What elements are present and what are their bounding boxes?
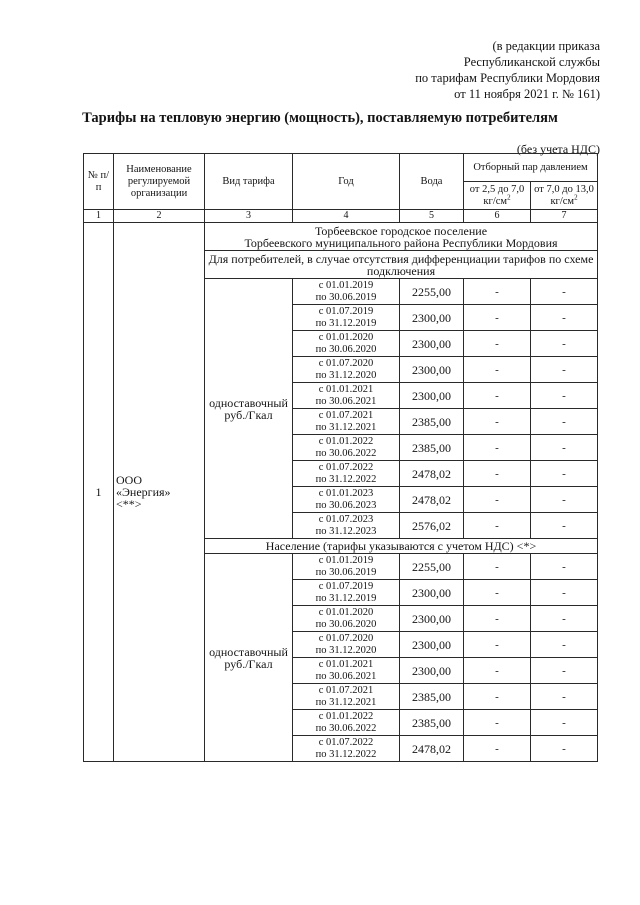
period-to: по 30.06.2023 — [315, 499, 377, 511]
column-number: 5 — [400, 210, 464, 223]
period-to: по 31.12.2022 — [315, 473, 377, 485]
period-from: с 01.01.2021 — [318, 383, 374, 395]
period-cell — [293, 513, 400, 539]
period-cell — [293, 357, 400, 383]
period-to: по 31.12.2019 — [315, 317, 377, 329]
period-cell — [293, 435, 400, 461]
period-cell — [293, 658, 400, 684]
period-from: с 01.07.2020 — [318, 632, 374, 644]
steam-high-price: - — [531, 279, 598, 305]
steam-high-price: - — [531, 710, 598, 736]
organization-line: <**> — [116, 497, 142, 511]
section-title: Население (тарифы указываются с учетом НДС) <*> — [205, 539, 598, 554]
steam-low-price: - — [464, 357, 531, 383]
water-price: 2385,00 — [400, 435, 464, 461]
tariff-kind-line: руб./Гкал — [224, 656, 273, 671]
water-price: 2300,00 — [400, 632, 464, 658]
period-to: по 31.12.2019 — [315, 592, 377, 604]
tariff-kind-line: руб./Гкал — [224, 407, 273, 422]
period-to: по 30.06.2021 — [315, 395, 377, 407]
table-header-row — [84, 154, 598, 182]
column-number: 3 — [205, 210, 293, 223]
period-cell — [293, 487, 400, 513]
steam-high-price: - — [531, 632, 598, 658]
header-steam-high — [531, 182, 598, 210]
steam-high-price: - — [531, 331, 598, 357]
period-from: с 01.01.2023 — [318, 487, 374, 499]
steam-high-price: - — [531, 357, 598, 383]
water-price: 2478,02 — [400, 461, 464, 487]
steam-low-price: - — [464, 684, 531, 710]
period-cell — [293, 580, 400, 606]
organization-line: ООО — [116, 473, 142, 487]
water-price: 2300,00 — [400, 331, 464, 357]
period-from: с 01.01.2021 — [318, 658, 374, 670]
header-number: № п/п — [84, 154, 114, 210]
water-price: 2300,00 — [400, 658, 464, 684]
period-to: по 30.06.2022 — [315, 447, 377, 459]
steam-low-price: - — [464, 435, 531, 461]
steam-low-price: - — [464, 710, 531, 736]
period-cell — [293, 331, 400, 357]
column-number: 1 — [84, 210, 114, 223]
header-steam-low — [464, 182, 531, 210]
steam-low-price: - — [464, 580, 531, 606]
settlement-line: Торбеевское городское поселение — [314, 223, 488, 238]
steam-high-price: - — [531, 305, 598, 331]
period-from: с 01.01.2022 — [318, 435, 374, 447]
steam-high-price: - — [531, 487, 598, 513]
period-cell — [293, 305, 400, 331]
steam-high-price: - — [531, 409, 598, 435]
document-title: Тарифы на тепловую энергию (мощность), поставляемую потребителям — [82, 110, 558, 126]
organization-line: «Энергия» — [116, 485, 171, 499]
water-price: 2255,00 — [400, 279, 464, 305]
period-cell — [293, 461, 400, 487]
steam-low-price: - — [464, 383, 531, 409]
water-price: 2478,02 — [400, 487, 464, 513]
period-cell — [293, 684, 400, 710]
period-to: по 30.06.2021 — [315, 670, 377, 682]
water-price: 2300,00 — [400, 580, 464, 606]
settlement-name — [205, 223, 598, 251]
steam-low-price: - — [464, 487, 531, 513]
period-to: по 31.12.2020 — [315, 644, 377, 656]
period-to: по 31.12.2021 — [315, 696, 377, 708]
steam-high-price: - — [531, 554, 598, 580]
water-price: 2300,00 — [400, 305, 464, 331]
period-from: с 01.07.2019 — [318, 580, 374, 592]
steam-low-price: - — [464, 632, 531, 658]
header-water: Вода — [400, 154, 464, 210]
steam-low-price: - — [464, 513, 531, 539]
period-to: по 31.12.2023 — [315, 525, 377, 537]
tariff-kind — [205, 554, 293, 762]
steam-low-price: - — [464, 279, 531, 305]
period-to: по 30.06.2020 — [315, 343, 377, 355]
water-price: 2255,00 — [400, 554, 464, 580]
water-price: 2576,02 — [400, 513, 464, 539]
period-from: с 01.07.2021 — [318, 409, 374, 421]
steam-low-price: - — [464, 658, 531, 684]
tariff-table — [83, 153, 598, 762]
steam-low-price: - — [464, 606, 531, 632]
steam-low-price: - — [464, 554, 531, 580]
steam-low-price: - — [464, 331, 531, 357]
steam-low-price: - — [464, 736, 531, 762]
section-title: Для потребителей, в случае отсутствия дифференциации тарифов по схеме подключения — [205, 251, 598, 279]
period-to: по 30.06.2022 — [315, 722, 377, 734]
steam-low-price: - — [464, 409, 531, 435]
period-from: с 01.01.2019 — [318, 554, 374, 566]
row-number: 1 — [84, 223, 114, 762]
header-steam: Отборный пар давлением — [464, 154, 598, 182]
period-cell — [293, 710, 400, 736]
organization-name — [114, 223, 205, 762]
column-number-row — [84, 210, 598, 223]
period-to: по 30.06.2019 — [315, 566, 377, 578]
steam-high-price: - — [531, 435, 598, 461]
square-superscript: 2 — [507, 193, 511, 201]
steam-high-price: - — [531, 461, 598, 487]
period-from: с 01.01.2022 — [318, 710, 374, 722]
steam-low-price: - — [464, 461, 531, 487]
column-number: 6 — [464, 210, 531, 223]
order-note-line: Республиканской службы — [463, 55, 600, 69]
order-note-line: по тарифам Республики Мордовия — [415, 71, 600, 85]
steam-high-price: - — [531, 736, 598, 762]
vat-note: (без учета НДС) — [516, 142, 600, 156]
column-number: 7 — [531, 210, 598, 223]
square-superscript: 2 — [574, 193, 578, 201]
steam-high-price: - — [531, 606, 598, 632]
header-year: Год — [293, 154, 400, 210]
header-steam-low-label: от 2,5 до 7,0 кг/см — [469, 183, 525, 207]
period-from: с 01.07.2022 — [318, 461, 374, 473]
period-cell — [293, 736, 400, 762]
period-to: по 30.06.2020 — [315, 618, 377, 630]
tariff-kind-line: одноставочный — [209, 644, 288, 659]
column-number: 4 — [293, 210, 400, 223]
water-price: 2385,00 — [400, 710, 464, 736]
steam-high-price: - — [531, 658, 598, 684]
period-from: с 01.07.2022 — [318, 736, 374, 748]
header-steam-high-label: от 7,0 до 13,0 кг/см — [534, 183, 594, 207]
period-from: с 01.07.2019 — [318, 305, 374, 317]
period-from: с 01.01.2020 — [318, 331, 374, 343]
settlement-row — [84, 223, 598, 251]
period-cell — [293, 554, 400, 580]
steam-high-price: - — [531, 580, 598, 606]
period-cell — [293, 279, 400, 305]
water-price: 2385,00 — [400, 409, 464, 435]
steam-high-price: - — [531, 513, 598, 539]
period-to: по 31.12.2021 — [315, 421, 377, 433]
period-from: с 01.01.2020 — [318, 606, 374, 618]
column-number: 2 — [114, 210, 205, 223]
water-price: 2300,00 — [400, 357, 464, 383]
period-to: по 30.06.2019 — [315, 291, 377, 303]
water-price: 2300,00 — [400, 606, 464, 632]
steam-high-price: - — [531, 684, 598, 710]
order-note-line: (в редакции приказа — [492, 39, 600, 53]
water-price: 2385,00 — [400, 684, 464, 710]
period-from: с 01.07.2020 — [318, 357, 374, 369]
header-organization: Наименование регулируемой организации — [114, 154, 205, 210]
tariff-kind-line: одноставочный — [209, 395, 288, 410]
header-tariff-kind: Вид тарифа — [205, 154, 293, 210]
tariff-kind — [205, 279, 293, 539]
period-from: с 01.07.2023 — [318, 513, 374, 525]
settlement-line: Торбеевского муниципального района Республики Мордовия — [244, 235, 558, 250]
water-price: 2300,00 — [400, 383, 464, 409]
steam-low-price: - — [464, 305, 531, 331]
water-price: 2478,02 — [400, 736, 464, 762]
order-note-line: от 11 ноября 2021 г. № 161) — [454, 87, 600, 101]
period-from: с 01.07.2021 — [318, 684, 374, 696]
period-cell — [293, 606, 400, 632]
period-to: по 31.12.2020 — [315, 369, 377, 381]
period-cell — [293, 409, 400, 435]
steam-high-price: - — [531, 383, 598, 409]
period-cell — [293, 383, 400, 409]
order-reference-note — [415, 38, 600, 102]
period-from: с 01.01.2019 — [318, 279, 374, 291]
period-cell — [293, 632, 400, 658]
period-to: по 31.12.2022 — [315, 748, 377, 760]
